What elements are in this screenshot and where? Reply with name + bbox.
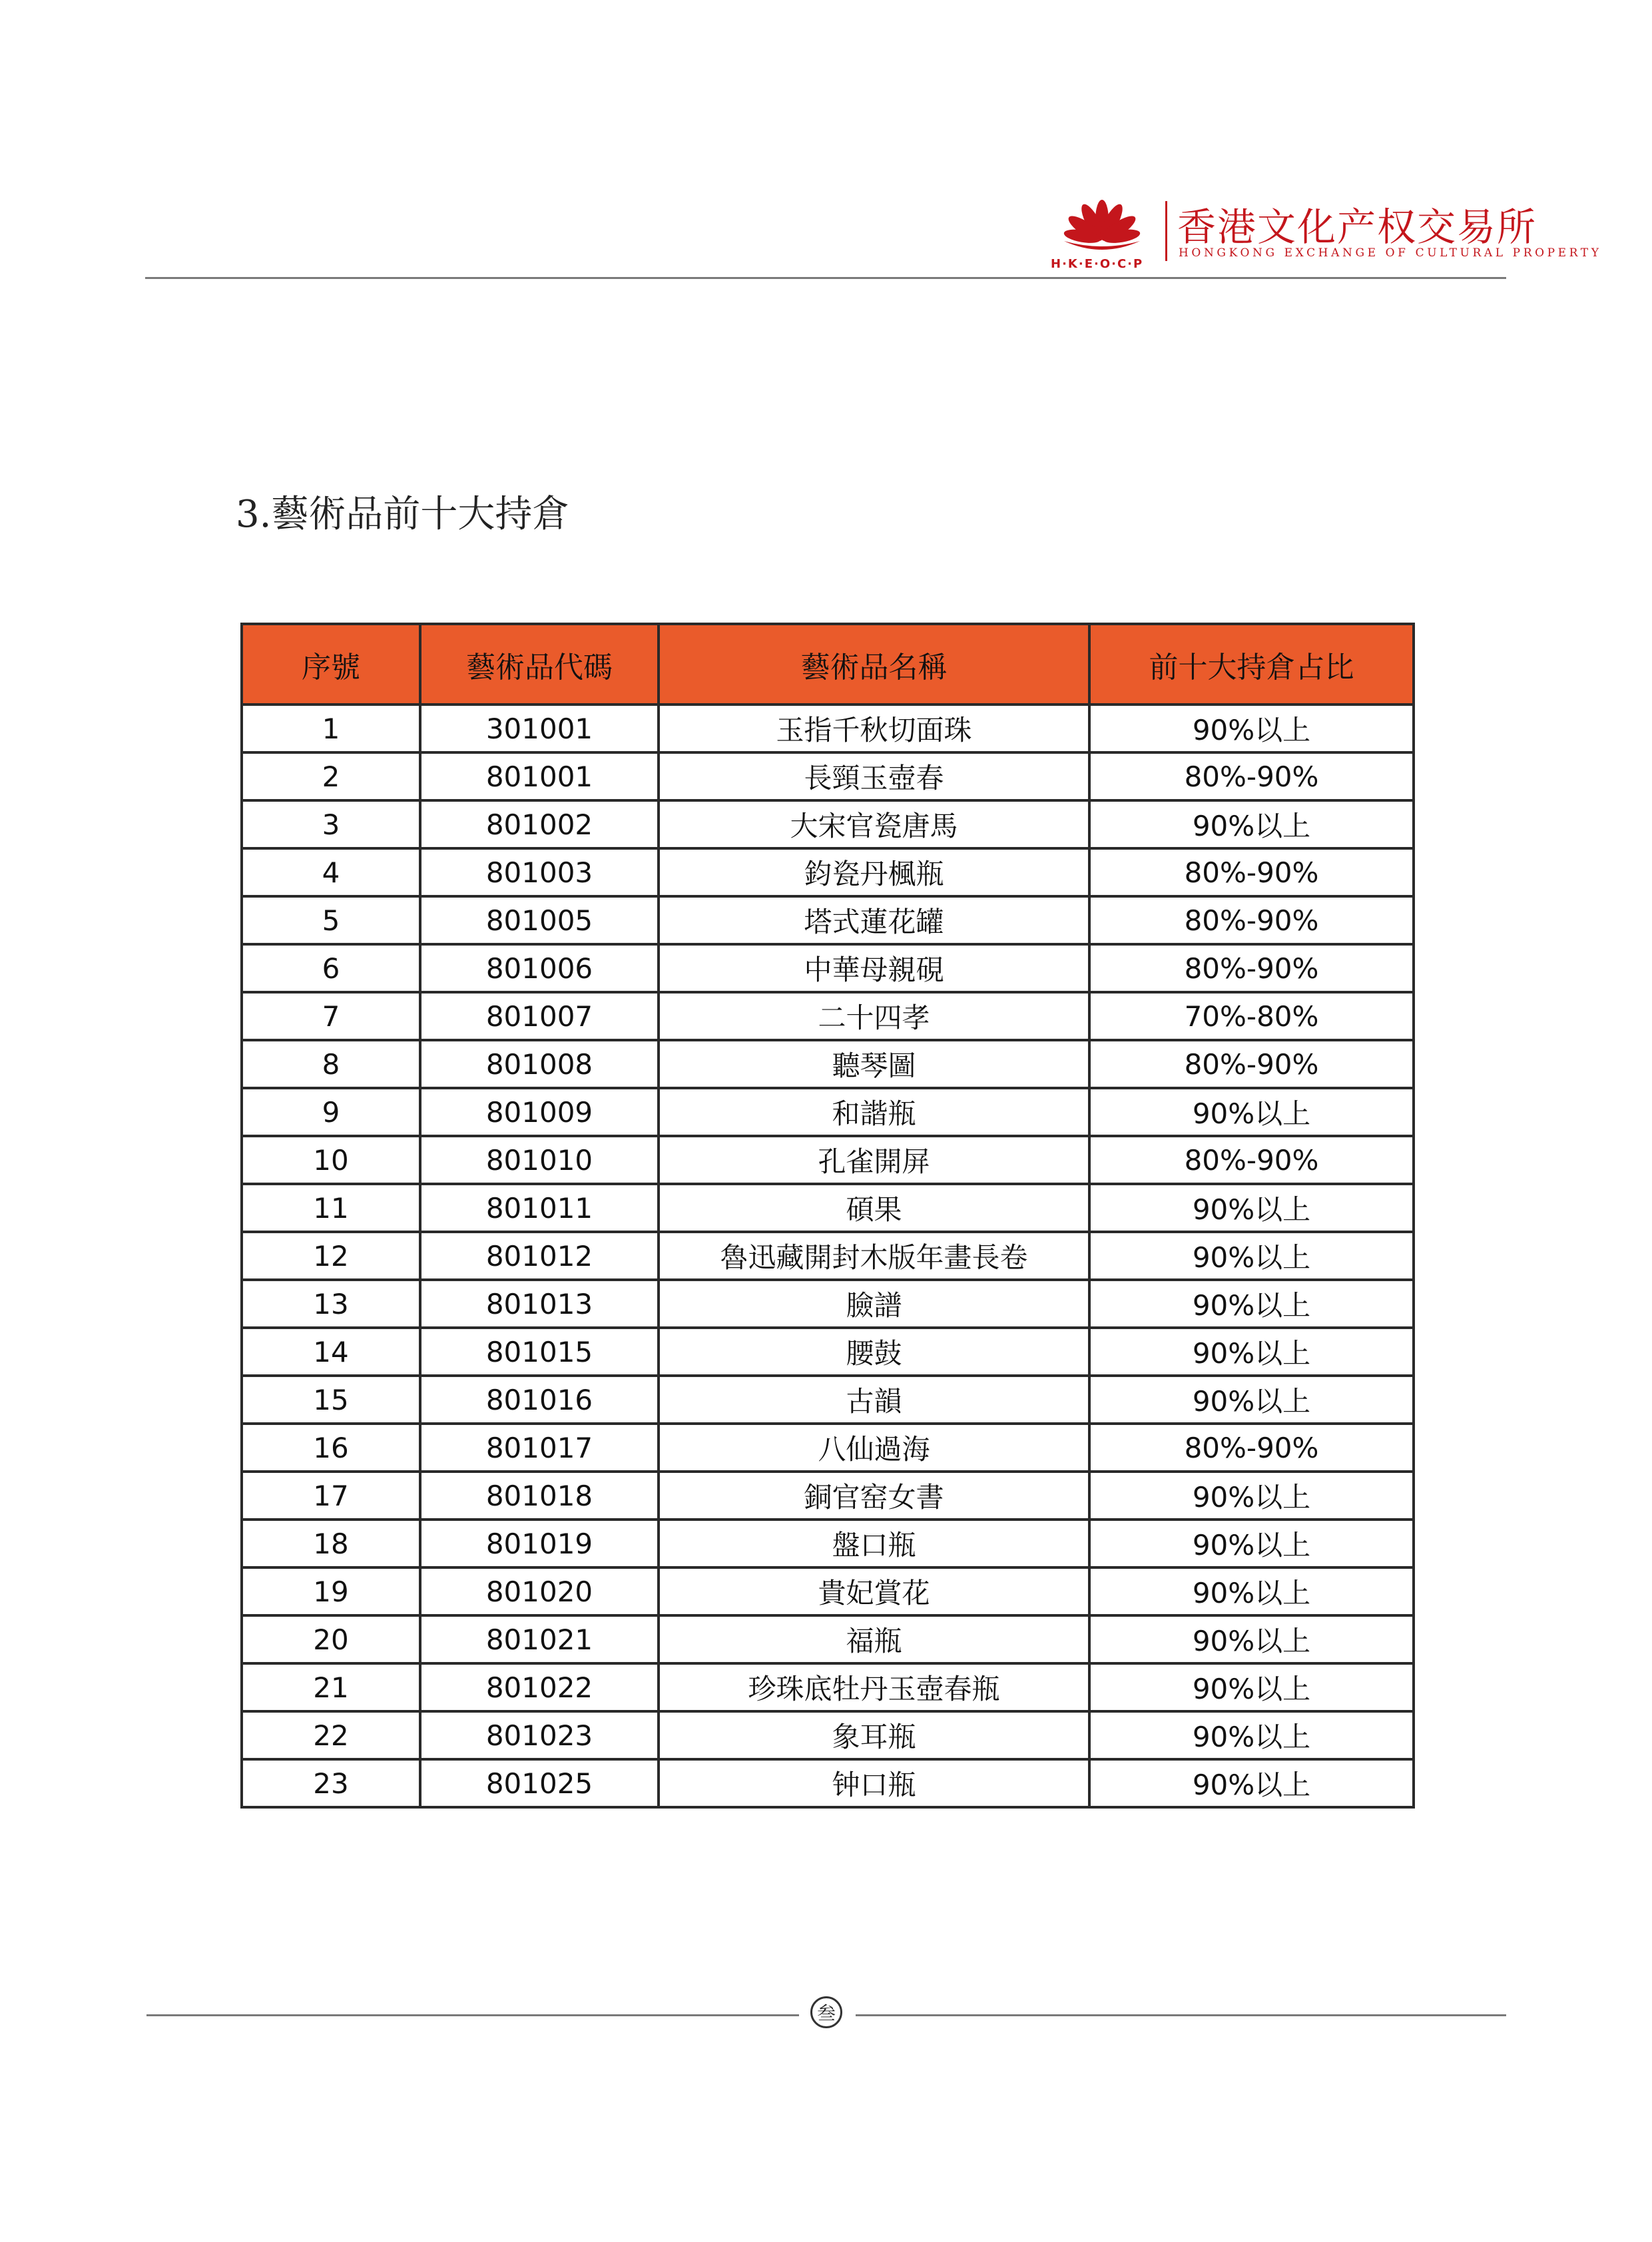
cell-name: 鈞瓷丹楓瓶 xyxy=(659,848,1089,896)
cell-name: 珍珠底牡丹玉壺春瓶 xyxy=(659,1663,1089,1711)
cell-ratio: 90%以上 xyxy=(1089,1088,1414,1136)
table-row xyxy=(242,704,1414,752)
cell-ratio: 90%以上 xyxy=(1089,1184,1414,1232)
table-row xyxy=(242,1615,1414,1663)
cell-code: 801012 xyxy=(420,1232,659,1280)
cell-name: 大宋官瓷唐馬 xyxy=(659,800,1089,848)
logo-divider xyxy=(1165,201,1167,261)
page-footer xyxy=(146,1988,1506,2041)
table-row xyxy=(242,1711,1414,1759)
column-header-ratio: 前十大持倉占比 xyxy=(1089,624,1414,704)
table-row xyxy=(242,1328,1414,1376)
cell-name: 二十四孝 xyxy=(659,992,1089,1040)
cell-code: 801009 xyxy=(420,1088,659,1136)
cell-name: 貴妃賞花 xyxy=(659,1567,1089,1615)
cell-name: 銅官窑女書 xyxy=(659,1472,1089,1520)
cell-name: 臉譜 xyxy=(659,1280,1089,1328)
cell-serial: 9 xyxy=(242,1088,420,1136)
cell-code: 301001 xyxy=(420,704,659,752)
cell-serial: 21 xyxy=(242,1663,420,1711)
cell-ratio: 70%-80% xyxy=(1089,992,1414,1040)
cell-ratio: 90%以上 xyxy=(1089,1232,1414,1280)
cell-name: 塔式蓮花罐 xyxy=(659,896,1089,944)
cell-ratio: 80%-90% xyxy=(1089,944,1414,992)
table-row xyxy=(242,1184,1414,1232)
cell-ratio: 80%-90% xyxy=(1089,1040,1414,1088)
logo-abbreviation: H·K·E·O·C·P xyxy=(1051,257,1144,271)
table-body xyxy=(242,704,1414,1807)
cell-name: 聽琴圖 xyxy=(659,1040,1089,1088)
cell-serial: 15 xyxy=(242,1376,420,1424)
table-row xyxy=(242,800,1414,848)
cell-code: 801006 xyxy=(420,944,659,992)
table-row xyxy=(242,1280,1414,1328)
cell-ratio: 90%以上 xyxy=(1089,1711,1414,1759)
logo-chinese-name: 香港文化产权交易所 xyxy=(1177,204,1537,250)
cell-serial: 18 xyxy=(242,1520,420,1567)
cell-code: 801022 xyxy=(420,1663,659,1711)
cell-ratio: 80%-90% xyxy=(1089,1136,1414,1184)
cell-code: 801008 xyxy=(420,1040,659,1088)
table-header-row xyxy=(242,624,1414,704)
cell-code: 801016 xyxy=(420,1376,659,1424)
cell-name: 魯迅藏開封木版年畫長卷 xyxy=(659,1232,1089,1280)
cell-ratio: 90%以上 xyxy=(1089,1615,1414,1663)
cell-ratio: 80%-90% xyxy=(1089,1424,1414,1472)
table-row xyxy=(242,1040,1414,1088)
cell-code: 801010 xyxy=(420,1136,659,1184)
cell-ratio: 90%以上 xyxy=(1089,1520,1414,1567)
cell-name: 八仙過海 xyxy=(659,1424,1089,1472)
table-row xyxy=(242,1520,1414,1567)
table-row xyxy=(242,1136,1414,1184)
cell-code: 801007 xyxy=(420,992,659,1040)
cell-serial: 14 xyxy=(242,1328,420,1376)
column-header-serial: 序號 xyxy=(242,624,420,704)
cell-serial: 2 xyxy=(242,752,420,800)
cell-name: 福瓶 xyxy=(659,1615,1089,1663)
cell-ratio: 80%-90% xyxy=(1089,896,1414,944)
table-row xyxy=(242,896,1414,944)
table-row xyxy=(242,992,1414,1040)
page-number: 叁 xyxy=(810,1996,842,2028)
cell-serial: 16 xyxy=(242,1424,420,1472)
cell-serial: 17 xyxy=(242,1472,420,1520)
footer-rule-right xyxy=(856,2014,1506,2016)
page-header xyxy=(145,180,1602,280)
cell-serial: 12 xyxy=(242,1232,420,1280)
cell-ratio: 90%以上 xyxy=(1089,1663,1414,1711)
cell-ratio: 90%以上 xyxy=(1089,800,1414,848)
header-divider xyxy=(145,277,1506,279)
cell-code: 801015 xyxy=(420,1328,659,1376)
cell-code: 801011 xyxy=(420,1184,659,1232)
cell-name: 象耳瓶 xyxy=(659,1711,1089,1759)
cell-code: 801013 xyxy=(420,1280,659,1328)
hkeocp-logo xyxy=(1051,192,1602,272)
column-header-name: 藝術品名稱 xyxy=(659,624,1089,704)
cell-name: 玉指千秋切面珠 xyxy=(659,704,1089,752)
section-title: 3.藝術品前十大持倉 xyxy=(236,493,570,536)
table-row xyxy=(242,1567,1414,1615)
column-header-code: 藝術品代碼 xyxy=(420,624,659,704)
cell-name: 中華母親硯 xyxy=(659,944,1089,992)
cell-serial: 22 xyxy=(242,1711,420,1759)
table-row xyxy=(242,1232,1414,1280)
cell-serial: 19 xyxy=(242,1567,420,1615)
cell-name: 孔雀開屏 xyxy=(659,1136,1089,1184)
cell-serial: 11 xyxy=(242,1184,420,1232)
cell-code: 801002 xyxy=(420,800,659,848)
cell-code: 801005 xyxy=(420,896,659,944)
table-row xyxy=(242,1759,1414,1807)
cell-name: 盤口瓶 xyxy=(659,1520,1089,1567)
cell-name: 和諧瓶 xyxy=(659,1088,1089,1136)
cell-serial: 20 xyxy=(242,1615,420,1663)
table-row xyxy=(242,752,1414,800)
cell-code: 801020 xyxy=(420,1567,659,1615)
cell-name: 钟口瓶 xyxy=(659,1759,1089,1807)
cell-serial: 3 xyxy=(242,800,420,848)
cell-ratio: 90%以上 xyxy=(1089,704,1414,752)
table-row xyxy=(242,1424,1414,1472)
logo-english-name: HONGKONG EXCHANGE OF CULTURAL PROPERTY xyxy=(1179,246,1602,260)
cell-name: 長頸玉壺春 xyxy=(659,752,1089,800)
cell-ratio: 90%以上 xyxy=(1089,1472,1414,1520)
cell-code: 801023 xyxy=(420,1711,659,1759)
cell-serial: 4 xyxy=(242,848,420,896)
cell-code: 801017 xyxy=(420,1424,659,1472)
cell-code: 801021 xyxy=(420,1615,659,1663)
table-row xyxy=(242,1663,1414,1711)
cell-serial: 6 xyxy=(242,944,420,992)
cell-serial: 5 xyxy=(242,896,420,944)
table-row xyxy=(242,1472,1414,1520)
cell-serial: 13 xyxy=(242,1280,420,1328)
cell-ratio: 90%以上 xyxy=(1089,1376,1414,1424)
cell-serial: 1 xyxy=(242,704,420,752)
cell-serial: 10 xyxy=(242,1136,420,1184)
cell-ratio: 90%以上 xyxy=(1089,1280,1414,1328)
cell-name: 古韻 xyxy=(659,1376,1089,1424)
cell-serial: 7 xyxy=(242,992,420,1040)
lotus-logo-icon xyxy=(1051,192,1154,265)
cell-serial: 8 xyxy=(242,1040,420,1088)
cell-serial: 23 xyxy=(242,1759,420,1807)
cell-ratio: 90%以上 xyxy=(1089,1567,1414,1615)
footer-rule-left xyxy=(146,2014,799,2016)
cell-name: 碩果 xyxy=(659,1184,1089,1232)
cell-ratio: 80%-90% xyxy=(1089,752,1414,800)
cell-code: 801025 xyxy=(420,1759,659,1807)
holdings-table xyxy=(240,623,1415,1809)
cell-code: 801001 xyxy=(420,752,659,800)
table-row xyxy=(242,1376,1414,1424)
cell-code: 801018 xyxy=(420,1472,659,1520)
cell-ratio: 90%以上 xyxy=(1089,1328,1414,1376)
table-row xyxy=(242,1088,1414,1136)
cell-ratio: 90%以上 xyxy=(1089,1759,1414,1807)
table-row xyxy=(242,944,1414,992)
table-row xyxy=(242,848,1414,896)
cell-name: 腰鼓 xyxy=(659,1328,1089,1376)
cell-ratio: 80%-90% xyxy=(1089,848,1414,896)
cell-code: 801019 xyxy=(420,1520,659,1567)
cell-code: 801003 xyxy=(420,848,659,896)
